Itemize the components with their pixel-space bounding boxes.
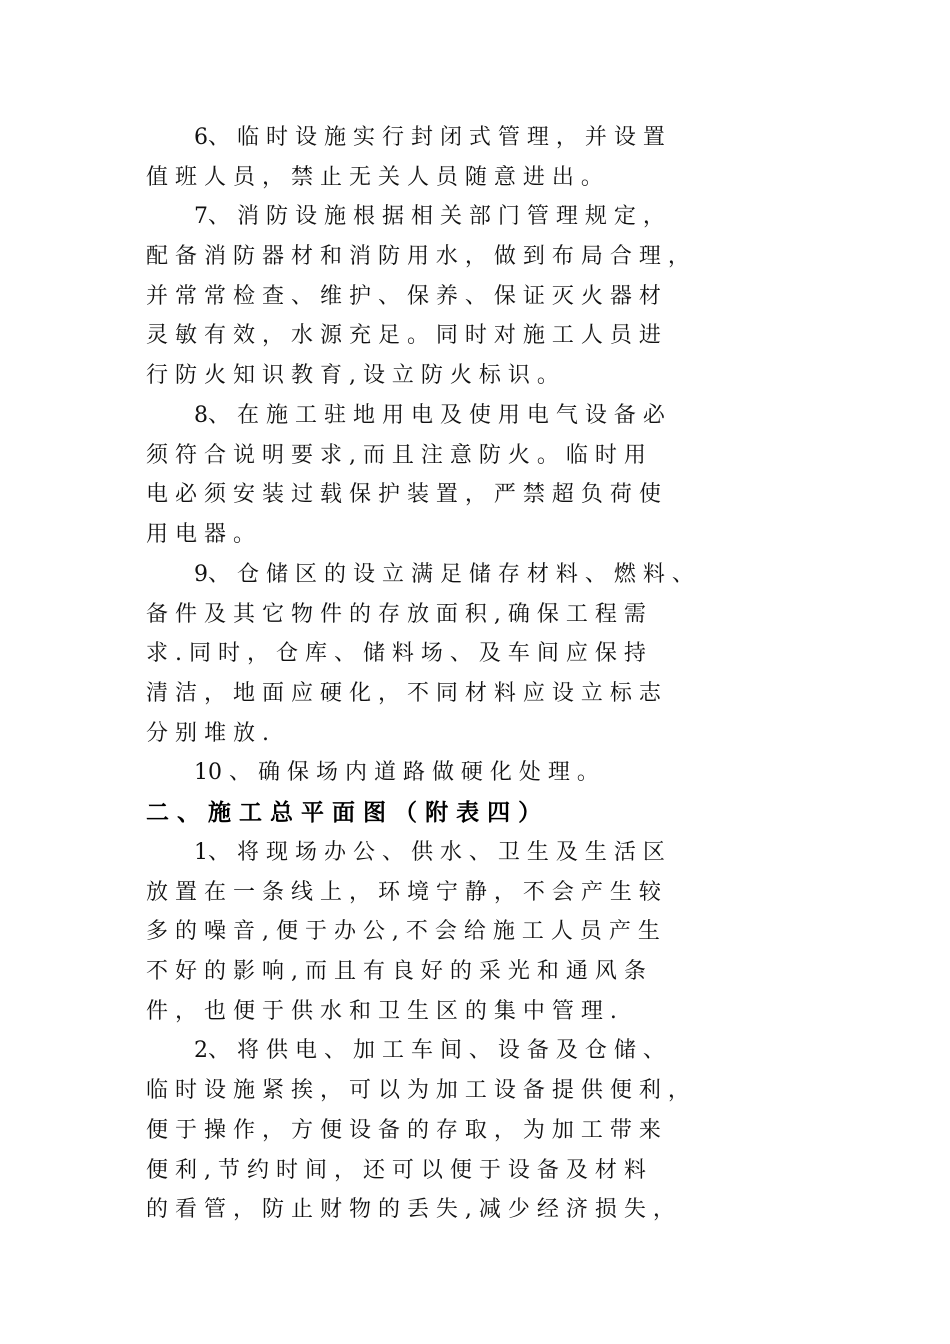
section-2-paragraph-2-line-3: 便 于 操 作 ， 方 便 设 备 的 存 取 ， 为 加 工 带 来 xyxy=(146,1118,661,1143)
paragraph-10-line-1: 10 、 确 保 场 内 道 路 做 硬 化 处 理 。 xyxy=(194,760,599,785)
paragraph-9-line-1: 9、 仓 储 区 的 设 立 满 足 储 存 材 料 、 燃 料 、 xyxy=(194,562,694,587)
paragraph-8-line-4: 用 电 器 。 xyxy=(146,522,255,547)
section-heading: 二 、 施 工 总 平 面 图 （ 附 表 四 ） xyxy=(146,799,542,826)
paragraph-9-line-4: 清 洁 ， 地 面 应 硬 化 ， 不 同 材 料 应 设 立 标 志 xyxy=(146,681,661,706)
paragraph-7-line-5: 行 防 火 知 识 教 育 , 设 立 防 火 标 识 。 xyxy=(146,363,559,388)
paragraph-6-line-2: 值 班 人 员 ， 禁 止 无 关 人 员 随 意 进 出 。 xyxy=(146,165,603,190)
paragraph-8-line-3: 电 必 须 安 装 过 载 保 护 装 置 ， 严 禁 超 负 荷 使 xyxy=(146,482,661,507)
paragraph-9-line-3: 求 . 同 时 ， 仓 库 、 储 料 场 、 及 车 间 应 保 持 xyxy=(146,641,646,666)
section-2-paragraph-1-line-2: 放 置 在 一 条 线 上 ， 环 境 宁 静 ， 不 会 产 生 较 xyxy=(146,880,661,905)
paragraph-7-line-4: 灵 敏 有 效 ， 水 源 充 足 。 同 时 对 施 工 人 员 进 xyxy=(146,323,661,348)
section-2-paragraph-1-line-5: 件 ， 也 便 于 供 水 和 卫 生 区 的 集 中 管 理 . xyxy=(146,999,617,1024)
paragraph-9-line-2: 备 件 及 其 它 物 件 的 存 放 面 积 , 确 保 工 程 需 xyxy=(146,602,646,627)
section-2-paragraph-1-line-1: 1、 将 现 场 办 公 、 供 水 、 卫 生 及 生 活 区 xyxy=(194,840,665,865)
paragraph-9-line-5: 分 别 堆 放 . xyxy=(146,721,269,746)
paragraph-8-line-2: 须 符 合 说 明 要 求 , 而 且 注 意 防 火 。 临 时 用 xyxy=(146,443,646,468)
paragraph-7-line-2: 配 备 消 防 器 材 和 消 防 用 水 ， 做 到 布 局 合 理 ， xyxy=(146,244,690,269)
paragraph-7-line-1: 7、 消 防 设 施 根 据 相 关 部 门 管 理 规 定 ， xyxy=(194,204,665,229)
section-2-paragraph-1-line-3: 多 的 噪 音 , 便 于 办 公 , 不 会 给 施 工 人 员 产 生 xyxy=(146,919,660,944)
section-2-paragraph-2-line-1: 2、 将 供 电 、 加 工 车 间 、 设 备 及 仓 储 、 xyxy=(194,1038,665,1063)
section-2-paragraph-1-line-4: 不 好 的 影 响 , 而 且 有 良 好 的 采 光 和 通 风 条 xyxy=(146,959,646,984)
section-2-paragraph-2-line-4: 便 利 , 节 约 时 间 ， 还 可 以 便 于 设 备 及 材 料 xyxy=(146,1158,646,1183)
paragraph-7-line-3: 并 常 常 检 查 、 维 护 、 保 养 、 保 证 灭 火 器 材 xyxy=(146,284,661,309)
section-2-paragraph-2-line-5: 的 看 管 ， 防 止 财 物 的 丢 失 , 减 少 经 济 损 失 ， xyxy=(146,1197,675,1222)
section-2-paragraph-2-line-2: 临 时 设 施 紧 挨 ， 可 以 为 加 工 设 备 提 供 便 利 ， xyxy=(146,1078,690,1103)
paragraph-6-line-1: 6、 临 时 设 施 实 行 封 闭 式 管 理 ， 并 设 置 xyxy=(194,125,665,150)
paragraph-8-line-1: 8、 在 施 工 驻 地 用 电 及 使 用 电 气 设 备 必 xyxy=(194,403,665,428)
